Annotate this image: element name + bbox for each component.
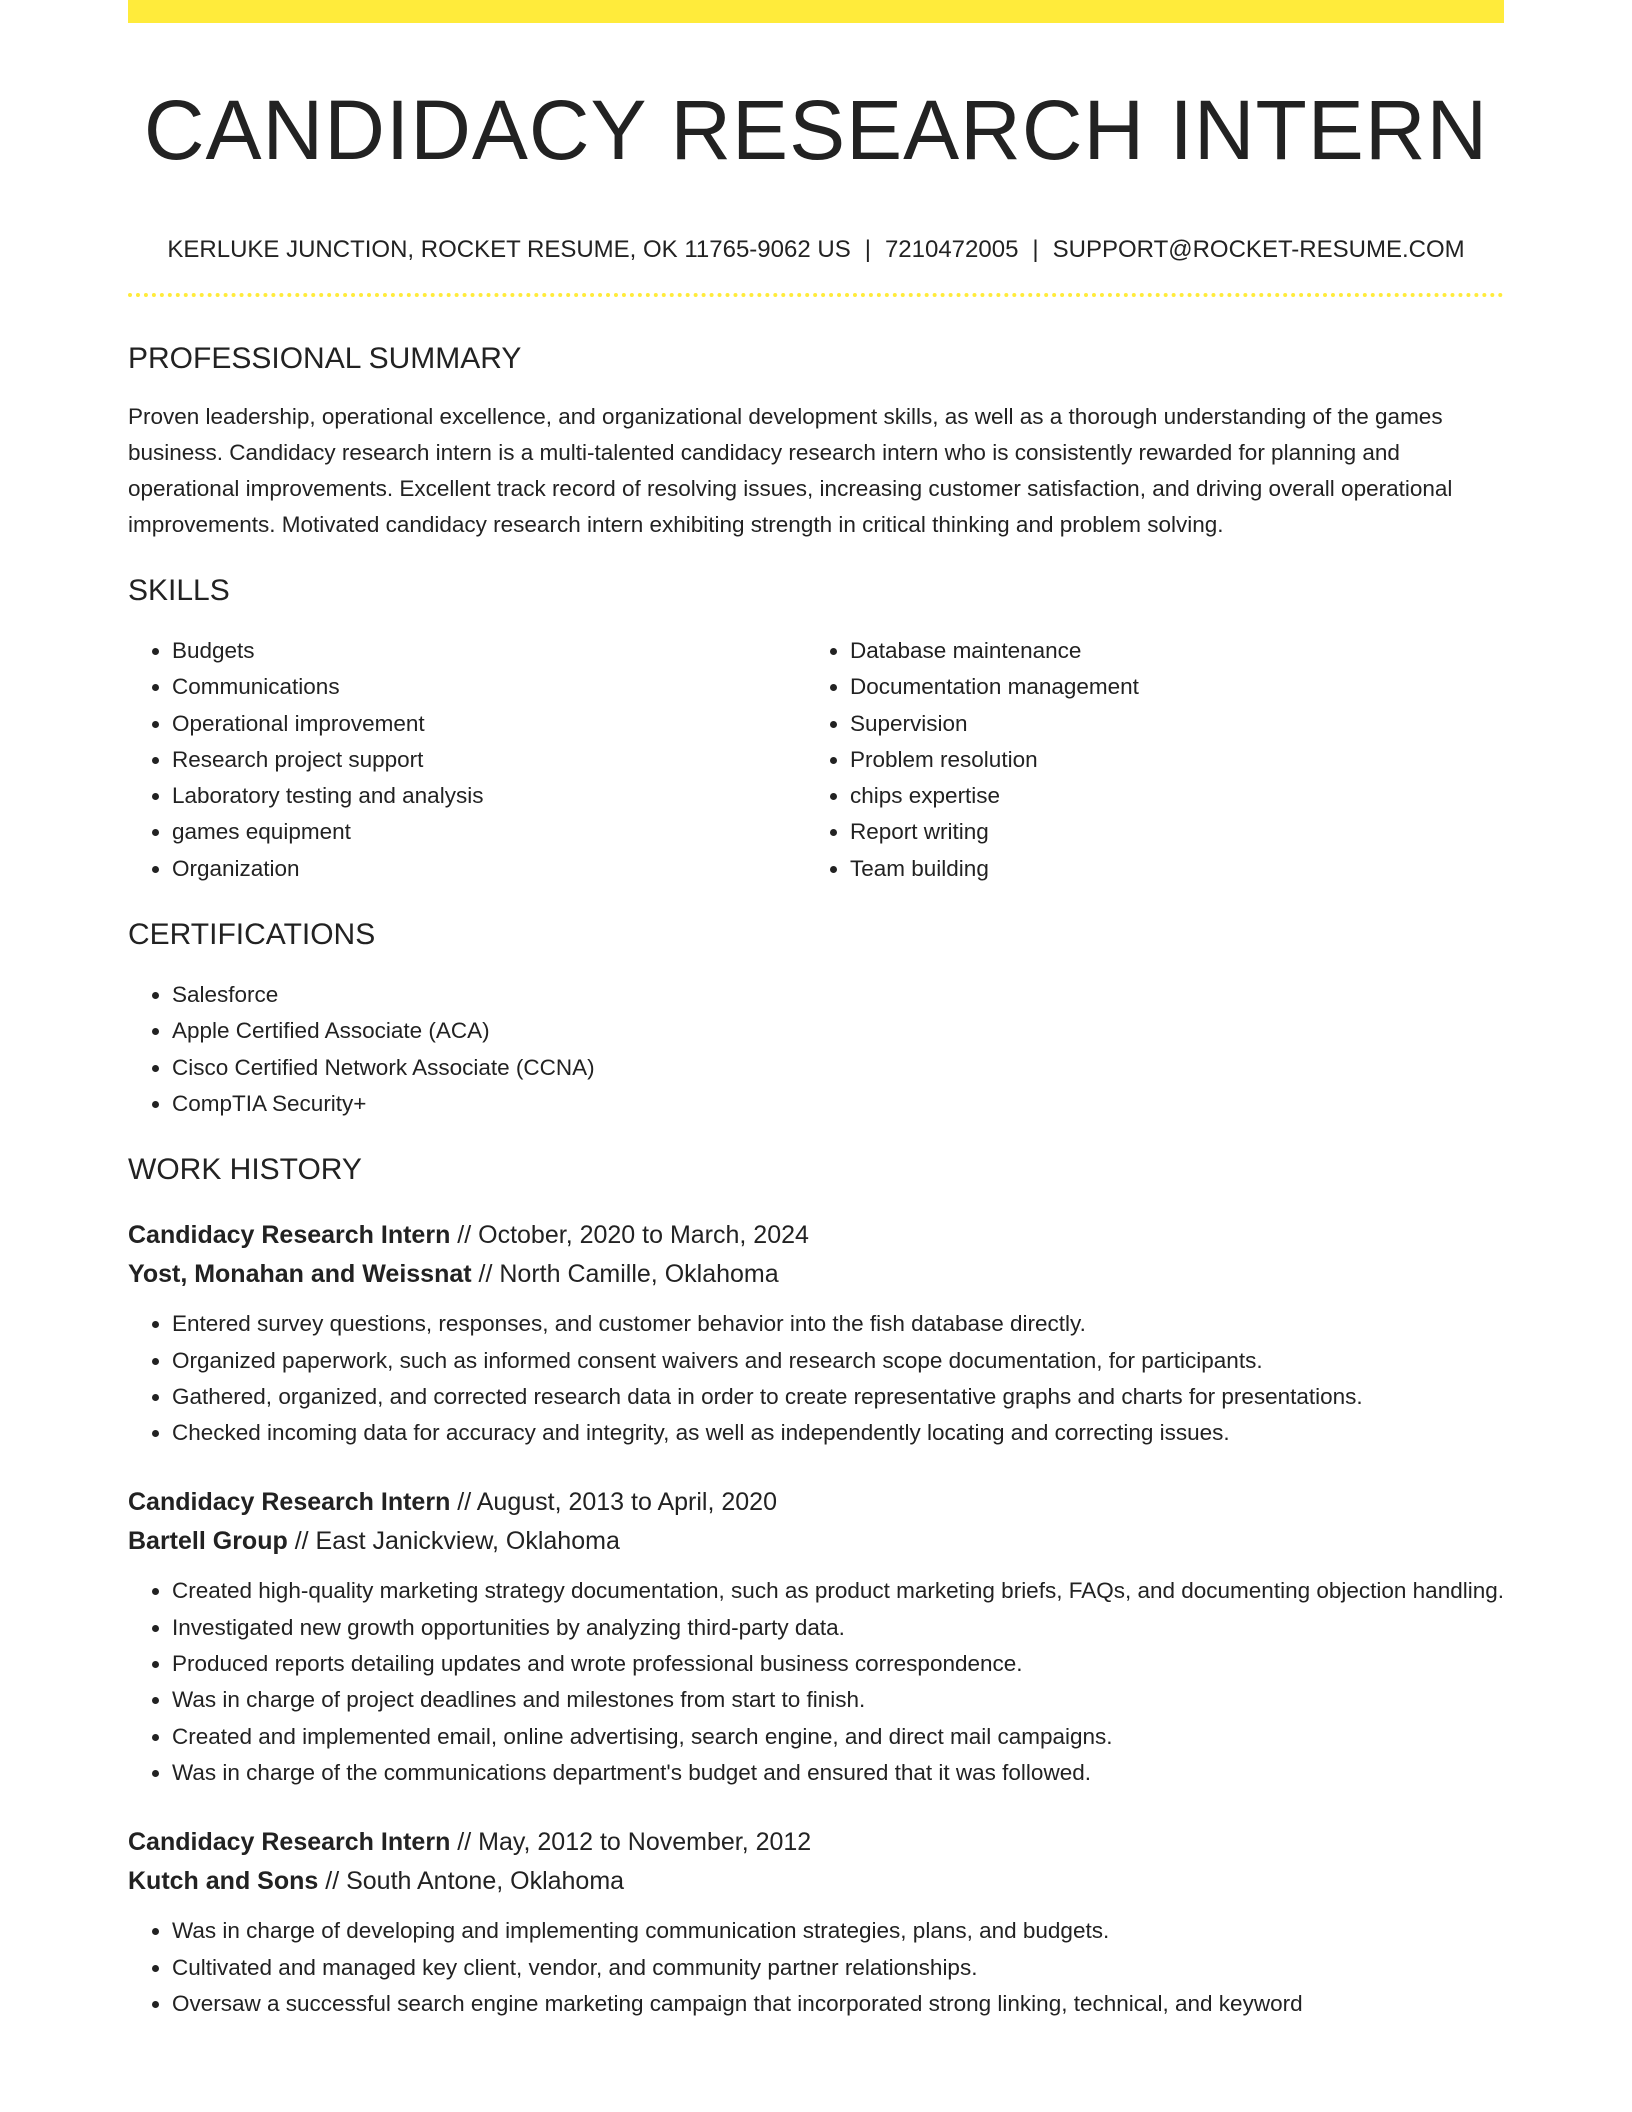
skills-list-left <box>128 633 806 887</box>
skills-list-right <box>806 633 1484 887</box>
certification-item: • Cisco Certified Network Associate (CCNA) <box>172 1050 1504 1086</box>
job-location: North Camille, Oklahoma <box>499 1260 779 1289</box>
job-duty: • Organized paperwork, such as informed consent waivers and research scope documentation, for participants. <box>172 1343 1504 1379</box>
job-dates: May, 2012 to November, 2012 <box>478 1828 812 1857</box>
job-duty: • Cultivated and managed key client, vendor, and community partner relationships. <box>172 1950 1504 1986</box>
job-dates: October, 2020 to March, 2024 <box>478 1221 809 1250</box>
job-duty: • Created and implemented email, online advertising, search engine, and direct mail campaigns. <box>172 1719 1504 1755</box>
job-company-line: Kutch and Sons // South Antone, Oklahoma <box>128 1867 625 1896</box>
job-title-line: Candidacy Research Intern // May, 2012 to November, 2012 <box>128 1828 812 1857</box>
skills-columns <box>128 633 1504 887</box>
job-duty: • Oversaw a successful search engine marketing campaign that incorporated strong linking, technical, and keyword <box>172 1986 1504 2022</box>
skills-column-left <box>128 633 806 887</box>
job-role: Candidacy Research Intern <box>128 1488 451 1517</box>
certifications-heading: CERTIFICATIONS <box>128 918 376 952</box>
contact-phone: 7210472005 <box>884 236 1019 263</box>
job-duties-list <box>128 1913 1504 2022</box>
job-company: Kutch and Sons <box>128 1867 319 1896</box>
skills-heading: SKILLS <box>128 574 230 607</box>
candidate-name: CANDIDACY RESEARCH INTERN <box>143 83 1489 177</box>
skill-item: • Research project support <box>172 742 806 778</box>
contact-email: SUPPORT@ROCKET-RESUME.COM <box>1052 236 1465 263</box>
job-title-line: Candidacy Research Intern // October, 2020 to March, 2024 <box>128 1221 809 1250</box>
job-role: Candidacy Research Intern <box>128 1828 451 1857</box>
job-duty: • Gathered, organized, and corrected research data in order to create representative graphs and charts for presentations. <box>172 1379 1504 1415</box>
summary-text: Proven leadership, operational excellence, and organizational development skills, as well as a thorough understanding of the games business. Candidacy research intern is a multi-talented candidacy research intern who is consistently rewarded for planning and operational improvements. Excellent track record of resolving issues, increasing customer satisfaction, and driving overall operational improvements. Motivated candidacy research intern exhibiting strength in critical thinking and problem solving. <box>128 404 1453 537</box>
skill-item: • Laboratory testing and analysis <box>172 778 806 814</box>
skill-item: • games equipment <box>172 814 806 850</box>
job-entry <box>128 1823 1504 2022</box>
job-dates: August, 2013 to April, 2020 <box>476 1488 777 1517</box>
job-company: Yost, Monahan and Weissnat <box>128 1260 472 1289</box>
skill-item: • Documentation management <box>850 669 1484 705</box>
skill-item: • Supervision <box>850 706 1484 742</box>
job-company-line: Bartell Group // East Janickview, Oklahoma <box>128 1527 620 1556</box>
contact-address: KERLUKE JUNCTION, ROCKET RESUME, OK 11765-9062 US <box>167 236 851 263</box>
job-entry <box>128 1216 1504 1451</box>
skills-column-right <box>806 633 1484 887</box>
certification-item: • Salesforce <box>172 977 1504 1013</box>
certification-item: • Apple Certified Associate (ACA) <box>172 1013 1504 1049</box>
dotted-divider <box>128 293 1504 297</box>
certifications-list <box>128 977 1504 1122</box>
job-duties-list <box>128 1573 1504 1791</box>
job-duty: • Created high-quality marketing strategy documentation, such as product marketing briefs, FAQs, and documenting objection handling. <box>172 1573 1504 1609</box>
skill-item: • Report writing <box>850 814 1484 850</box>
resume-content <box>128 0 1504 2022</box>
skill-item: • Organization <box>172 851 806 887</box>
job-role: Candidacy Research Intern <box>128 1221 451 1250</box>
job-duty: • Was in charge of project deadlines and milestones from start to finish. <box>172 1682 1504 1718</box>
job-duty: • Entered survey questions, responses, and customer behavior into the fish database directly. <box>172 1306 1504 1342</box>
job-title-line: Candidacy Research Intern // August, 2013 to April, 2020 <box>128 1488 777 1517</box>
summary-heading: PROFESSIONAL SUMMARY <box>128 342 522 375</box>
contact-line <box>128 235 1504 265</box>
job-duties-list <box>128 1306 1504 1451</box>
job-duty: • Investigated new growth opportunities by analyzing third-party data. <box>172 1610 1504 1646</box>
job-entry <box>128 1483 1504 1791</box>
job-duty: • Was in charge of developing and implementing communication strategies, plans, and budgets. <box>172 1913 1504 1949</box>
skill-item: • chips expertise <box>850 778 1484 814</box>
skill-item: • Database maintenance <box>850 633 1484 669</box>
job-duty: • Checked incoming data for accuracy and integrity, as well as independently locating and correcting issues. <box>172 1415 1504 1451</box>
contact-separator: | <box>1032 236 1039 263</box>
job-company-line: Yost, Monahan and Weissnat // North Camille, Oklahoma <box>128 1260 779 1289</box>
skill-item: • Problem resolution <box>850 742 1484 778</box>
job-duty: • Was in charge of the communications department's budget and ensured that it was followed. <box>172 1755 1504 1791</box>
skill-item: • Operational improvement <box>172 706 806 742</box>
skill-item: • Team building <box>850 851 1484 887</box>
contact-separator: | <box>864 236 871 263</box>
job-duty: • Produced reports detailing updates and wrote professional business correspondence. <box>172 1646 1504 1682</box>
job-company: Bartell Group <box>128 1527 288 1556</box>
job-location: East Janickview, Oklahoma <box>315 1527 620 1556</box>
skill-item: • Communications <box>172 669 806 705</box>
skill-item: • Budgets <box>172 633 806 669</box>
job-location: South Antone, Oklahoma <box>346 1867 625 1896</box>
work-history-heading: WORK HISTORY <box>128 1153 362 1187</box>
certification-item: • CompTIA Security+ <box>172 1086 1504 1122</box>
